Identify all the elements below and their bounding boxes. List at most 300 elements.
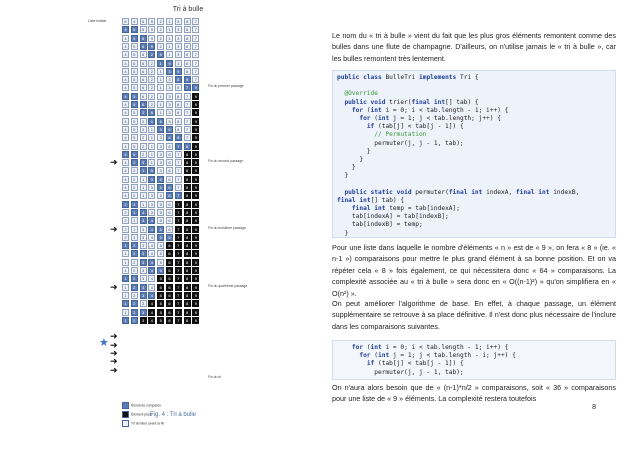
sort-cell: 3 [166,101,173,108]
paragraph-complexity: Pour une liste dans laquelle le nombre d'éléments « n » est de « 9 », on fera « 8 » (ie. « n-1 ») comparaisons pour mettre le plus grand élément à sa bonne position. Et on va répéter cela « 8 » fois également, ce qui nécessitera donc « 64 » comparaisons. La complexité associée au « tri à bulle » sera donc en « O((n-1)²) » qu'on simplifiera en « O(n²) ». [332,243,616,298]
sort-cell: 8 [184,234,191,241]
sort-cell: 2 [140,134,147,141]
pass-note: Fin du quatrième passage [208,283,248,288]
sort-cell: 5 [131,143,138,150]
sort-cell: 1 [157,68,164,75]
sort-cell: 6 [166,275,173,282]
sort-cell: 6 [122,18,129,25]
sort-cell: 2 [148,68,155,75]
sort-cell: 2 [131,284,138,291]
sort-cell: 2 [131,159,138,166]
sort-cell: 3 [140,259,147,266]
sort-cell: 6 [166,167,173,174]
sort-cell: 7 [175,250,182,257]
sort-cell: 1 [140,184,147,191]
sort-cell: 3 [148,184,155,191]
sort-cell: 5 [131,151,138,158]
sort-cell: 1 [166,26,173,33]
code-line: tab[indexA] = tab[indexB]; [337,213,449,221]
sort-cell: 1 [122,292,129,299]
sort-cell: 5 [131,43,138,50]
sort-cell: 4 [148,226,155,233]
sort-cell: 9 [192,292,199,299]
sort-cell: 5 [131,60,138,67]
code-line: for (int j = 1; j < tab.length - i; j++) { [359,352,516,360]
sort-cell: 8 [184,309,191,316]
sort-cell: 9 [192,267,199,274]
code-line [337,82,611,90]
legend-swatch [122,402,129,409]
sort-cell: 5 [131,68,138,75]
sort-cell: 8 [184,18,191,25]
sort-cell: 7 [192,43,199,50]
sort-cell: 1 [166,18,173,25]
sort-cell: 8 [184,259,191,266]
sort-cell: 9 [148,35,155,42]
sort-cell: 4 [122,35,129,42]
sort-cell: 5 [157,201,164,208]
sort-cell: 8 [184,209,191,216]
sort-cell: 5 [148,167,155,174]
sort-cell: 9 [166,60,173,67]
sort-cell: 3 [166,76,173,83]
sort-cell: 5 [140,159,147,166]
sort-cell: 1 [157,84,164,91]
sort-cell: 4 [131,18,138,25]
sort-cell: 6 [166,217,173,224]
sort-cell: 7 [192,76,199,83]
arrow-right-icon: ➜ [110,356,118,367]
sort-cell: 8 [184,192,191,199]
sort-cell: 9 [192,101,199,108]
sort-cell: 7 [175,300,182,307]
sort-cell: 8 [175,109,182,116]
sort-cell: 4 [122,126,129,133]
sort-cell: 6 [166,234,173,241]
sort-cell: 7 [175,151,182,158]
paragraph-intro: Le nom du « tri à bulle » vient du fait que les plus gros éléments remontent comme des bulles dans une flute de champagne. D'ailleurs, on n'utilise jamais le « tri à bulle », car les bulles remontent très lentement. [332,31,616,63]
text-column [332,0,616,452]
sort-cell: 2 [131,259,138,266]
figure-caption: Fig. 4 : Tri à bulle [150,412,197,418]
code-line: } [337,229,349,237]
sort-cell: 5 [131,76,138,83]
sort-cell: 4 [131,201,138,208]
sort-cell: 9 [192,176,199,183]
sort-cell: 8 [184,167,191,174]
sort-cell: 8 [184,159,191,166]
sort-cell: 9 [148,26,155,33]
sort-cell: 9 [192,84,199,91]
pass-note: Fin du premier passage [208,84,244,89]
sort-cell: 1 [122,267,129,274]
sort-cell: 5 [131,126,138,133]
sort-cell: 9 [148,43,155,50]
code-line [337,180,611,188]
figure-title: Tri à bulle [172,6,204,13]
sort-cell: 7 [175,192,182,199]
arrow-right-icon: ➜ [110,331,118,342]
sort-cell: 4 [148,284,155,291]
sort-cell: 5 [157,267,164,274]
sort-cell: 7 [192,26,199,33]
sort-cell: 4 [122,159,129,166]
sort-cell: 3 [175,26,182,33]
sort-cell: 3 [175,51,182,58]
sort-cell: 2 [148,101,155,108]
sort-cell: 6 [140,51,147,58]
sort-cell: 7 [175,275,182,282]
sort-cell: 8 [184,267,191,274]
sort-cell: 3 [140,250,147,257]
sort-cell: 8 [184,184,191,191]
sort-cell: 7 [184,126,191,133]
code-line: if (tab[j] < tab[j - 1]) { [366,123,464,131]
legend-label: Tri terminé avant la fin [131,421,165,426]
sort-cell: 8 [175,134,182,141]
code-line: } [337,147,371,155]
sort-cell: 4 [140,209,147,216]
sort-cell: 5 [157,242,164,249]
sort-cell: 3 [140,284,147,291]
sort-cell: 2 [122,226,129,233]
sort-cell: 1 [148,126,155,133]
star-icon: ★ [99,337,109,350]
sort-cell: 4 [122,43,129,50]
sort-cell: 4 [148,292,155,299]
sort-cell: 8 [184,317,191,324]
sort-cell: 8 [184,51,191,58]
sort-cell: 1 [157,60,164,67]
sort-cell: 5 [157,275,164,282]
sort-cell: 3 [157,134,164,141]
code-line: public void trier(final int[] tab) { [344,98,479,106]
sort-cell: 6 [166,184,173,191]
sort-cell: 9 [192,284,199,291]
legend-swatch [122,411,129,418]
sort-cell: 8 [184,151,191,158]
sort-cell: 4 [122,167,129,174]
sort-cell: 6 [166,192,173,199]
sort-cell: 9 [192,300,199,307]
sort-cell: 7 [175,259,182,266]
sort-cell: 4 [148,309,155,316]
legend-item [122,420,164,427]
sort-cell: 4 [122,68,129,75]
sort-cell: 3 [140,242,147,249]
sort-cell: 5 [157,184,164,191]
sort-cell: 8 [184,60,191,67]
sort-cell: 2 [148,76,155,83]
sort-cell: 8 [175,76,182,83]
sort-cell: 8 [184,300,191,307]
sort-cell: 4 [122,118,129,125]
sort-cell: 1 [131,226,138,233]
sort-cell: 3 [140,275,147,282]
sort-cell: 3 [140,267,147,274]
legend-item [122,402,164,409]
sort-cell: 3 [140,226,147,233]
sort-cell: 3 [166,84,173,91]
sort-cell: 6 [140,35,147,42]
sort-cell: 7 [184,93,191,100]
legend-label: Élément placé [131,412,153,417]
sort-cell: 4 [122,101,129,108]
sort-cell: 6 [140,76,147,83]
sort-cell: 2 [148,84,155,91]
sort-cell: 4 [122,151,129,158]
code-line: for (int i = 0; i < tab.length - 1; i++) { [351,106,509,114]
sort-cell: 3 [166,93,173,100]
sort-cell: 5 [131,109,138,116]
sort-cell: 9 [192,250,199,257]
sort-cell: 7 [184,101,191,108]
sort-cell: 8 [184,26,191,33]
code-line: public static void permuter(final int indexA, final int indexB, [344,188,580,196]
sort-cell: 1 [166,51,173,58]
sort-cell: 1 [122,242,129,249]
sort-cell: 5 [157,259,164,266]
sort-cell: 9 [192,217,199,224]
sort-cell: 9 [192,159,199,166]
sort-cell: 2 [140,109,147,116]
sort-cell: 4 [122,60,129,67]
sort-cell: 3 [140,300,147,307]
sort-cell: 7 [175,292,182,299]
sort-cell: 2 [157,43,164,50]
sort-cell: 9 [192,234,199,241]
sort-cell: 2 [131,275,138,282]
arrow-right-icon: ➜ [110,339,118,350]
sort-cell: 7 [184,134,191,141]
sort-cell: 7 [192,60,199,67]
sort-cell: 1 [157,93,164,100]
sort-cell: 6 [166,300,173,307]
sort-cell: 6 [140,93,147,100]
sort-cell: 1 [148,134,155,141]
sort-cell: 6 [166,259,173,266]
sort-cell: 5 [157,309,164,316]
sort-cell: 6 [166,292,173,299]
sort-cell: 2 [148,93,155,100]
sort-cell: 6 [148,109,155,116]
sort-cell: 5 [157,300,164,307]
sort-cell: 2 [157,18,164,25]
sort-cell: 3 [175,18,182,25]
sort-cell: 8 [184,68,191,75]
sort-cell: 6 [166,226,173,233]
code-line: } [337,164,356,172]
sort-cell: 7 [175,309,182,316]
sort-cell: 4 [148,275,155,282]
sort-cell: 9 [148,18,155,25]
sort-cell: 7 [175,317,182,324]
sort-cell: 2 [140,118,147,125]
sort-cell: 8 [184,43,191,50]
sort-cell: 8 [184,275,191,282]
sort-cell: 3 [166,118,173,125]
sort-cell: 9 [192,226,199,233]
sort-cell: 7 [175,184,182,191]
sort-cell: 5 [140,18,147,25]
sort-cell: 9 [192,242,199,249]
sort-cell: 4 [122,184,129,191]
sort-cell: 9 [157,51,164,58]
sort-cell: 8 [184,201,191,208]
sort-cell: 3 [175,43,182,50]
sort-cell: 9 [192,134,199,141]
code-line: tab[indexB] = temp; [337,221,423,229]
sort-cell: 6 [140,43,147,50]
sort-cell: 8 [175,118,182,125]
sort-cell: 5 [157,284,164,291]
legend-swatch [122,420,129,427]
code-line: } [337,155,364,163]
sort-cell: 5 [131,35,138,42]
sort-cell: 1 [122,250,129,257]
sort-cell: 2 [131,167,138,174]
arrow-right-icon: ➜ [110,157,118,168]
sort-cell: 1 [122,300,129,307]
sort-cell: 3 [166,109,173,116]
code-line: final int temp = tab[indexA]; [351,205,460,212]
sort-cell: 1 [131,217,138,224]
sort-cell: 8 [184,217,191,224]
page-number: 8 [592,404,596,411]
sort-cell: 6 [131,26,138,33]
sort-cell: 7 [184,84,191,91]
sort-cell: 7 [175,143,182,150]
sort-cell: 2 [131,242,138,249]
code-block-bulle-tri [332,70,616,238]
sort-cell: 6 [157,118,164,125]
sort-cell: 7 [175,217,182,224]
sort-cell: 2 [131,300,138,307]
sort-cell: 6 [140,60,147,67]
code-line: @Override [337,90,378,98]
sort-cell: 5 [157,250,164,257]
sort-cell: 6 [140,84,147,91]
sort-cell: 1 [131,234,138,241]
sort-cell: 5 [131,84,138,91]
sort-cell: 2 [131,184,138,191]
sort-cell: 6 [166,242,173,249]
arrow-right-icon: ➜ [110,223,118,234]
sort-cell: 7 [192,18,199,25]
sort-cell: 6 [166,284,173,291]
sort-cell: 4 [148,259,155,266]
sort-cell: 9 [192,317,199,324]
sort-cell: 6 [166,309,173,316]
sort-cell: 8 [175,101,182,108]
sort-cell: 7 [175,284,182,291]
sort-cell: 2 [122,209,129,216]
sort-cell: 2 [131,309,138,316]
sort-cell: 8 [184,242,191,249]
sort-cell: 7 [175,226,182,233]
sort-cell: 8 [184,176,191,183]
arrow-right-icon: ➜ [110,364,118,375]
sort-cell: 9 [192,309,199,316]
sort-cell: 4 [122,109,129,116]
sort-cell: 8 [184,35,191,42]
code-block-improved-loop [332,340,616,380]
sort-cell: 9 [192,109,199,116]
sort-cell: 5 [157,209,164,216]
sort-cell: 3 [157,151,164,158]
sort-cell: 4 [148,234,155,241]
sort-cell: 4 [148,250,155,257]
sort-cell: 5 [131,118,138,125]
sort-cell: 9 [192,167,199,174]
sort-cell: 6 [166,143,173,150]
sort-cell: 2 [148,60,155,67]
sort-cell: 8 [184,284,191,291]
sort-cell: 2 [140,143,147,150]
sort-cell: 9 [192,259,199,266]
sort-cell: 7 [175,209,182,216]
sort-cell: 3 [148,201,155,208]
sort-cell: 3 [140,317,147,324]
legend-label: Éléments comparés [131,403,161,408]
sort-cell: 5 [131,51,138,58]
sort-cell: 7 [175,234,182,241]
sort-cell: 4 [148,217,155,224]
sort-cell: 1 [122,309,129,316]
sort-cell: 6 [166,209,173,216]
paragraph-conclusion: On n'aura alors besoin que de « (n-1)*n/2 » comparaisons, soit « 36 » comparaisons pour une liste de « 9 » éléments. La complexité restera toutefois [332,383,616,404]
sort-cell: 7 [175,176,182,183]
sort-cell: 9 [192,192,199,199]
code-line: // Permutation [337,131,427,139]
sort-cell: 2 [140,126,147,133]
sort-cell: 7 [175,167,182,174]
sort-cell: 1 [148,118,155,125]
sort-cell: 4 [122,134,129,141]
sort-cell: 8 [175,93,182,100]
sort-cell: 9 [192,209,199,216]
sort-cell: 6 [166,151,173,158]
sort-cell: 3 [140,217,147,224]
sort-cell: 8 [175,126,182,133]
sort-cell: 4 [148,300,155,307]
sort-cell: 3 [157,126,164,133]
sort-cell: 7 [184,118,191,125]
sort-cell: 2 [157,26,164,33]
sort-cell: 2 [148,51,155,58]
code-line: if (tab[j] < tab[j - 1]) { [366,360,464,368]
sort-cell: 2 [140,151,147,158]
sort-cell: 5 [131,93,138,100]
sort-cell: 1 [140,201,147,208]
sort-cell: 1 [131,209,138,216]
arrow-right-icon: ➜ [110,281,118,292]
sort-cell: 4 [148,267,155,274]
sort-cell: 1 [157,109,164,116]
sort-cell: 5 [157,176,164,183]
sort-cell: 6 [166,267,173,274]
sort-cell: 3 [166,68,173,75]
sort-cell: 9 [192,184,199,191]
sort-cell: 5 [157,217,164,224]
sort-cell: 2 [131,192,138,199]
sort-cell: 3 [175,60,182,67]
sort-cell: 1 [122,284,129,291]
sort-cell: 3 [140,292,147,299]
sort-cell: 6 [166,176,173,183]
sort-cell: 5 [157,292,164,299]
sort-cell: 1 [157,76,164,83]
